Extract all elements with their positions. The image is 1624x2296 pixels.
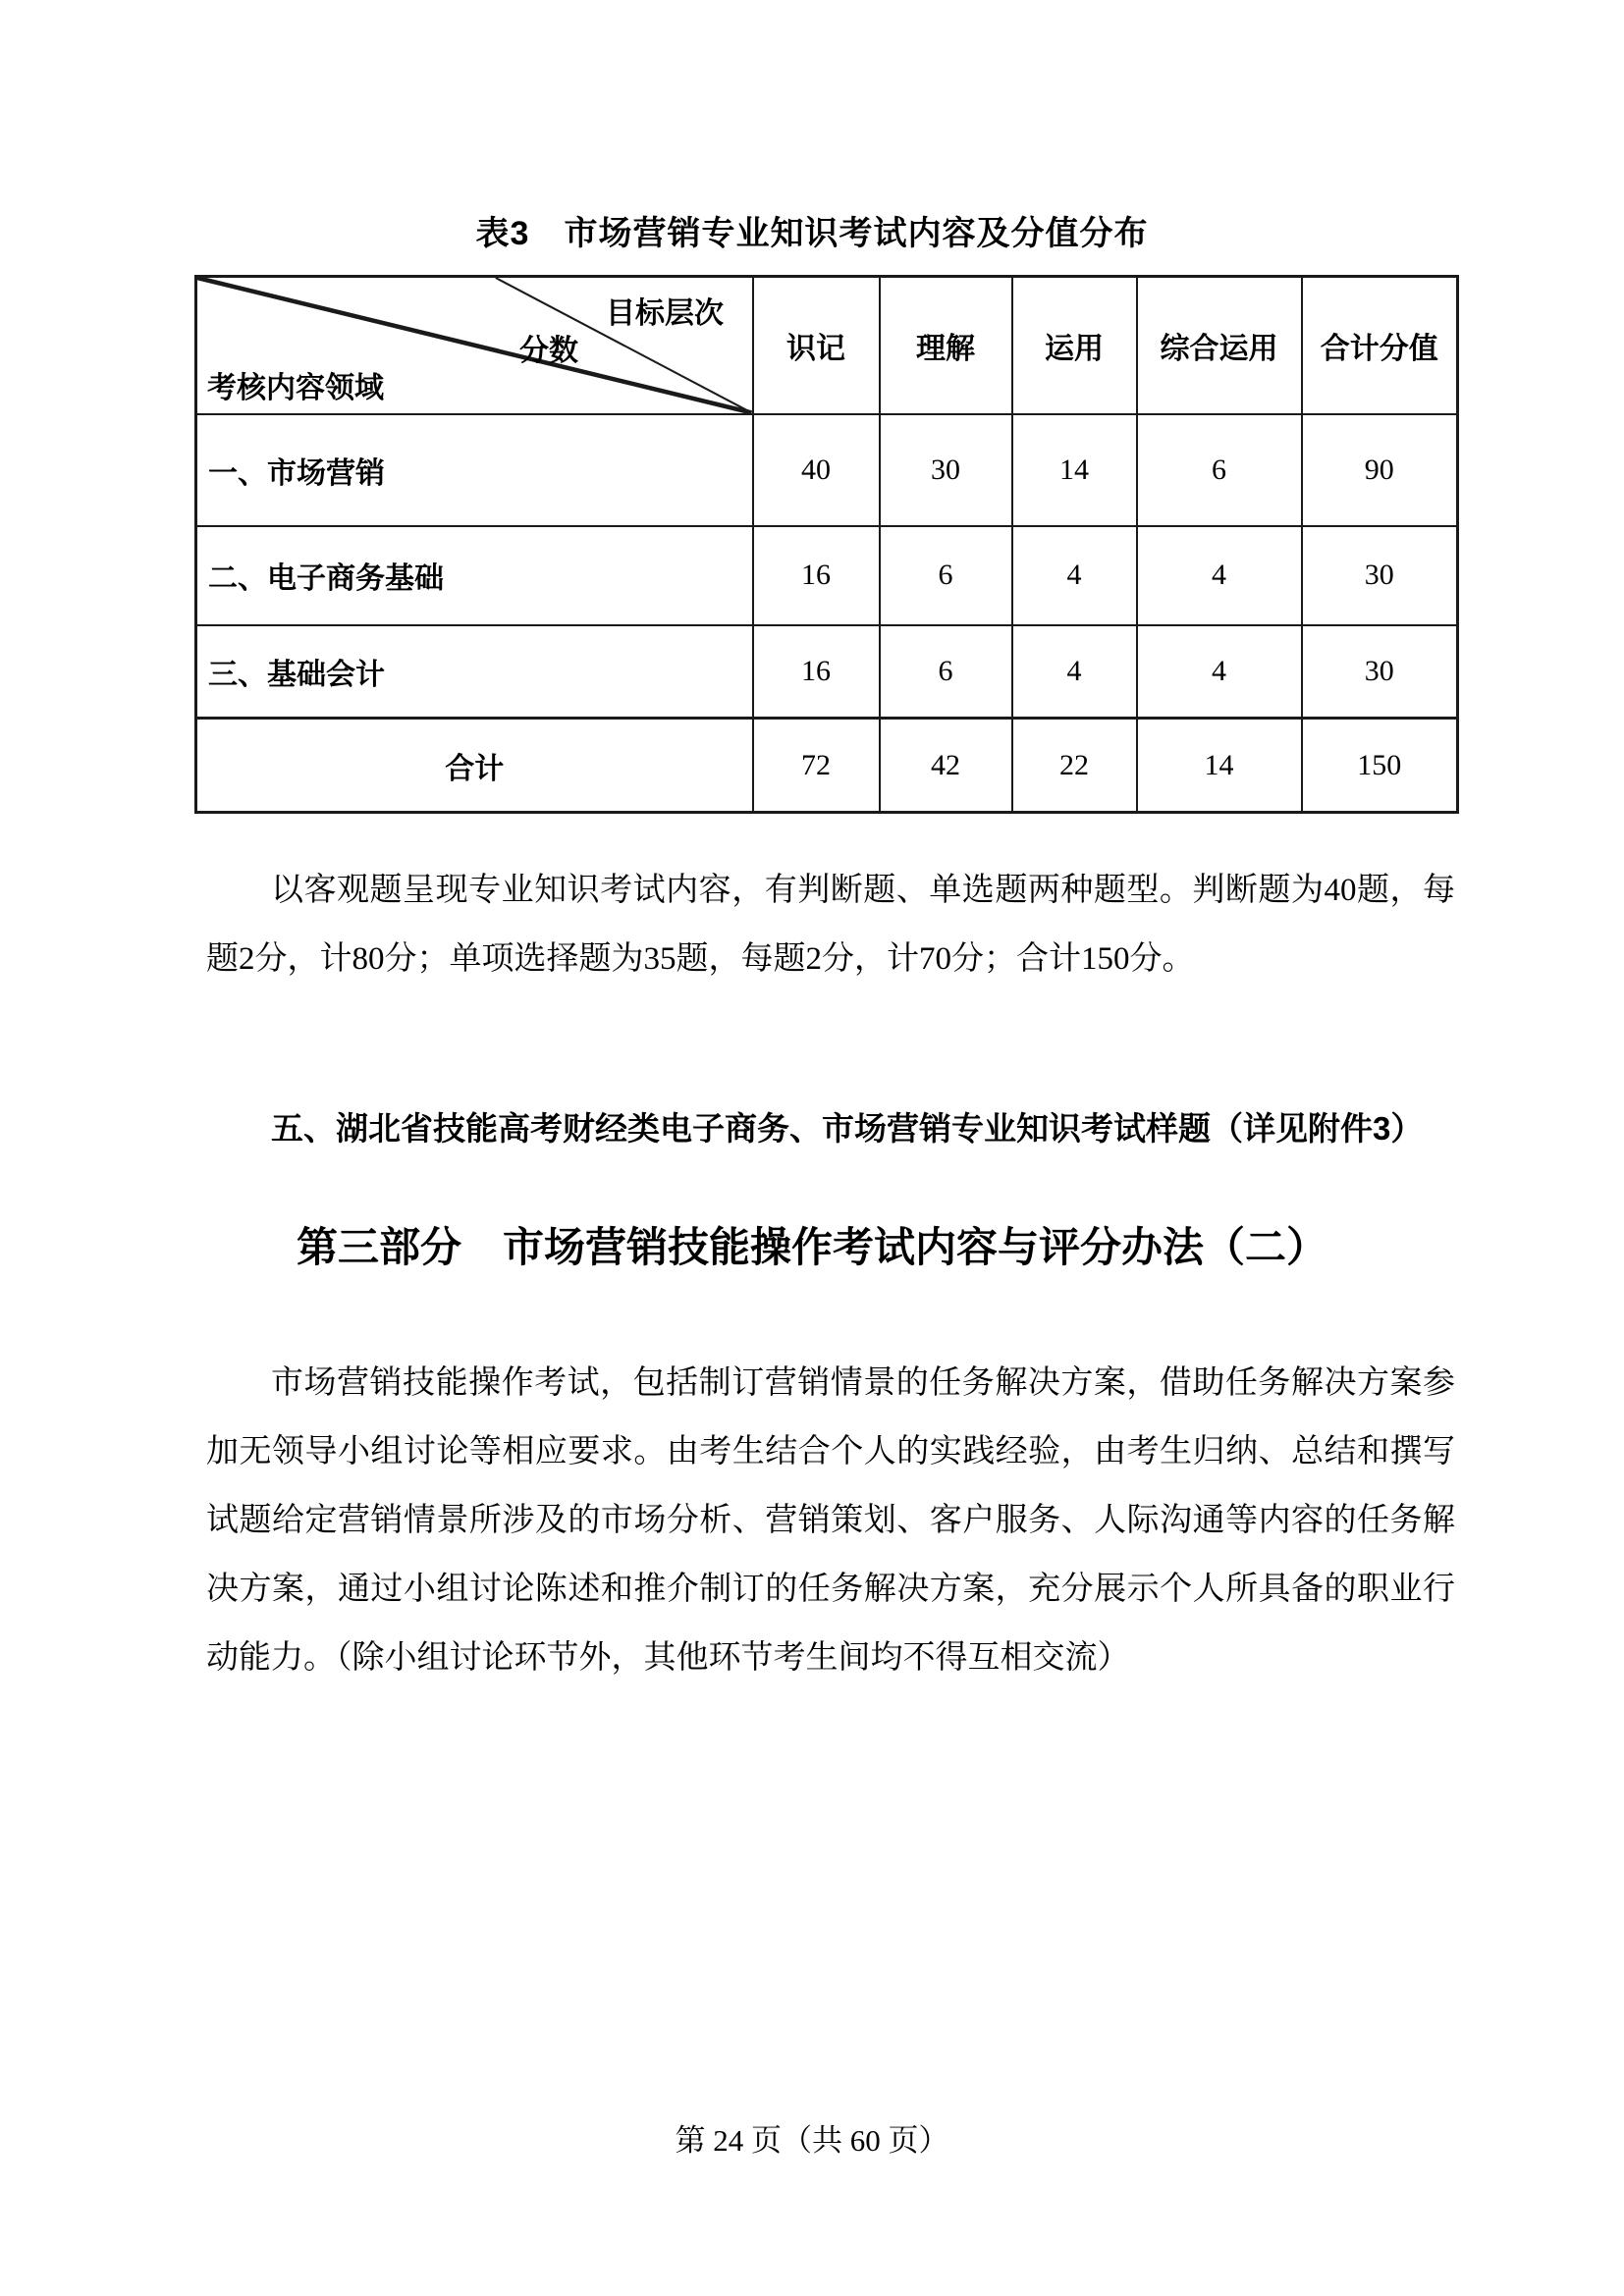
table-title: 表3 市场营销专业知识考试内容及分值分布 [475,215,1149,252]
table-row [196,414,1458,526]
column-header-understand: 理解 [880,277,1012,414]
page-number: 第 24 页（共 60 页） [675,2123,949,2158]
exam-format-paragraph: 以客观题呈现专业知识考试内容，有判断题、单选题两种题型。判断题为40题，每题2分，计80分；单项选择题为35题，每题2分，计70分；合计150分。 [206,873,1455,977]
cell-value: 22 [1012,719,1137,813]
cell-value: 4 [1012,526,1137,625]
row-label-accounting: 三、基础会计 [196,625,753,719]
corner-label-score: 分数 [519,335,578,367]
diagonal-corner-cell [196,277,753,414]
cell-value: 4 [1012,625,1137,719]
cell-value: 40 [753,414,880,526]
corner-label-content-area: 考核内容领域 [207,371,384,404]
part-three-body-paragraph: 市场营销技能操作考试，包括制订营销情景的任务解决方案，借助任务解决方案参加无领导小组讨论等相应要求。由考生结合个人的实践经验，由考生归纳、总结和撰写试题给定营销情景所涉及的市场分析、营销策划、客户服务、人际沟通等内容的任务解决方案，通过小组讨论陈述和推介制订的任务解决方案，充分展示个人所具备的职业行动能力。（除小组讨论环节外，其他环节考生间均不得互相交流） [206,1365,1455,1676]
cell-value: 6 [880,526,1012,625]
row-label-ecommerce: 二、电子商务基础 [196,526,753,625]
cell-value: 16 [753,625,880,719]
cell-value: 6 [880,625,1012,719]
column-header-apply: 运用 [1012,277,1137,414]
row-label-marketing: 一、市场营销 [196,414,753,526]
cell-value: 42 [880,719,1012,813]
part-three-title: 第三部分 市场营销技能操作考试内容与评分办法（二） [296,1224,1327,1270]
cell-value: 4 [1137,625,1302,719]
column-header-total-score: 合计分值 [1302,277,1458,414]
cell-value: 16 [753,526,880,625]
total-row-label: 合计 [196,719,753,813]
cell-value: 30 [1302,625,1458,719]
column-header-memorize: 识记 [753,277,880,414]
cell-value: 30 [880,414,1012,526]
cell-value: 150 [1302,719,1458,813]
column-header-comprehensive: 综合运用 [1137,277,1302,414]
cell-value: 30 [1302,526,1458,625]
cell-value: 6 [1137,414,1302,526]
table-row [196,526,1458,625]
cell-value: 4 [1137,526,1302,625]
cell-value: 72 [753,719,880,813]
score-distribution-table [194,275,1459,814]
table-header-row [196,277,1458,414]
corner-label-target-level: 目标层次 [606,297,724,330]
cell-value: 90 [1302,414,1458,526]
cell-value: 14 [1012,414,1137,526]
section-five-heading: 五、湖北省技能高考财经类电子商务、市场营销专业知识考试样题（详见附件3） [271,1110,1424,1147]
table-row [196,625,1458,719]
table-total-row [196,719,1458,813]
cell-value: 14 [1137,719,1302,813]
